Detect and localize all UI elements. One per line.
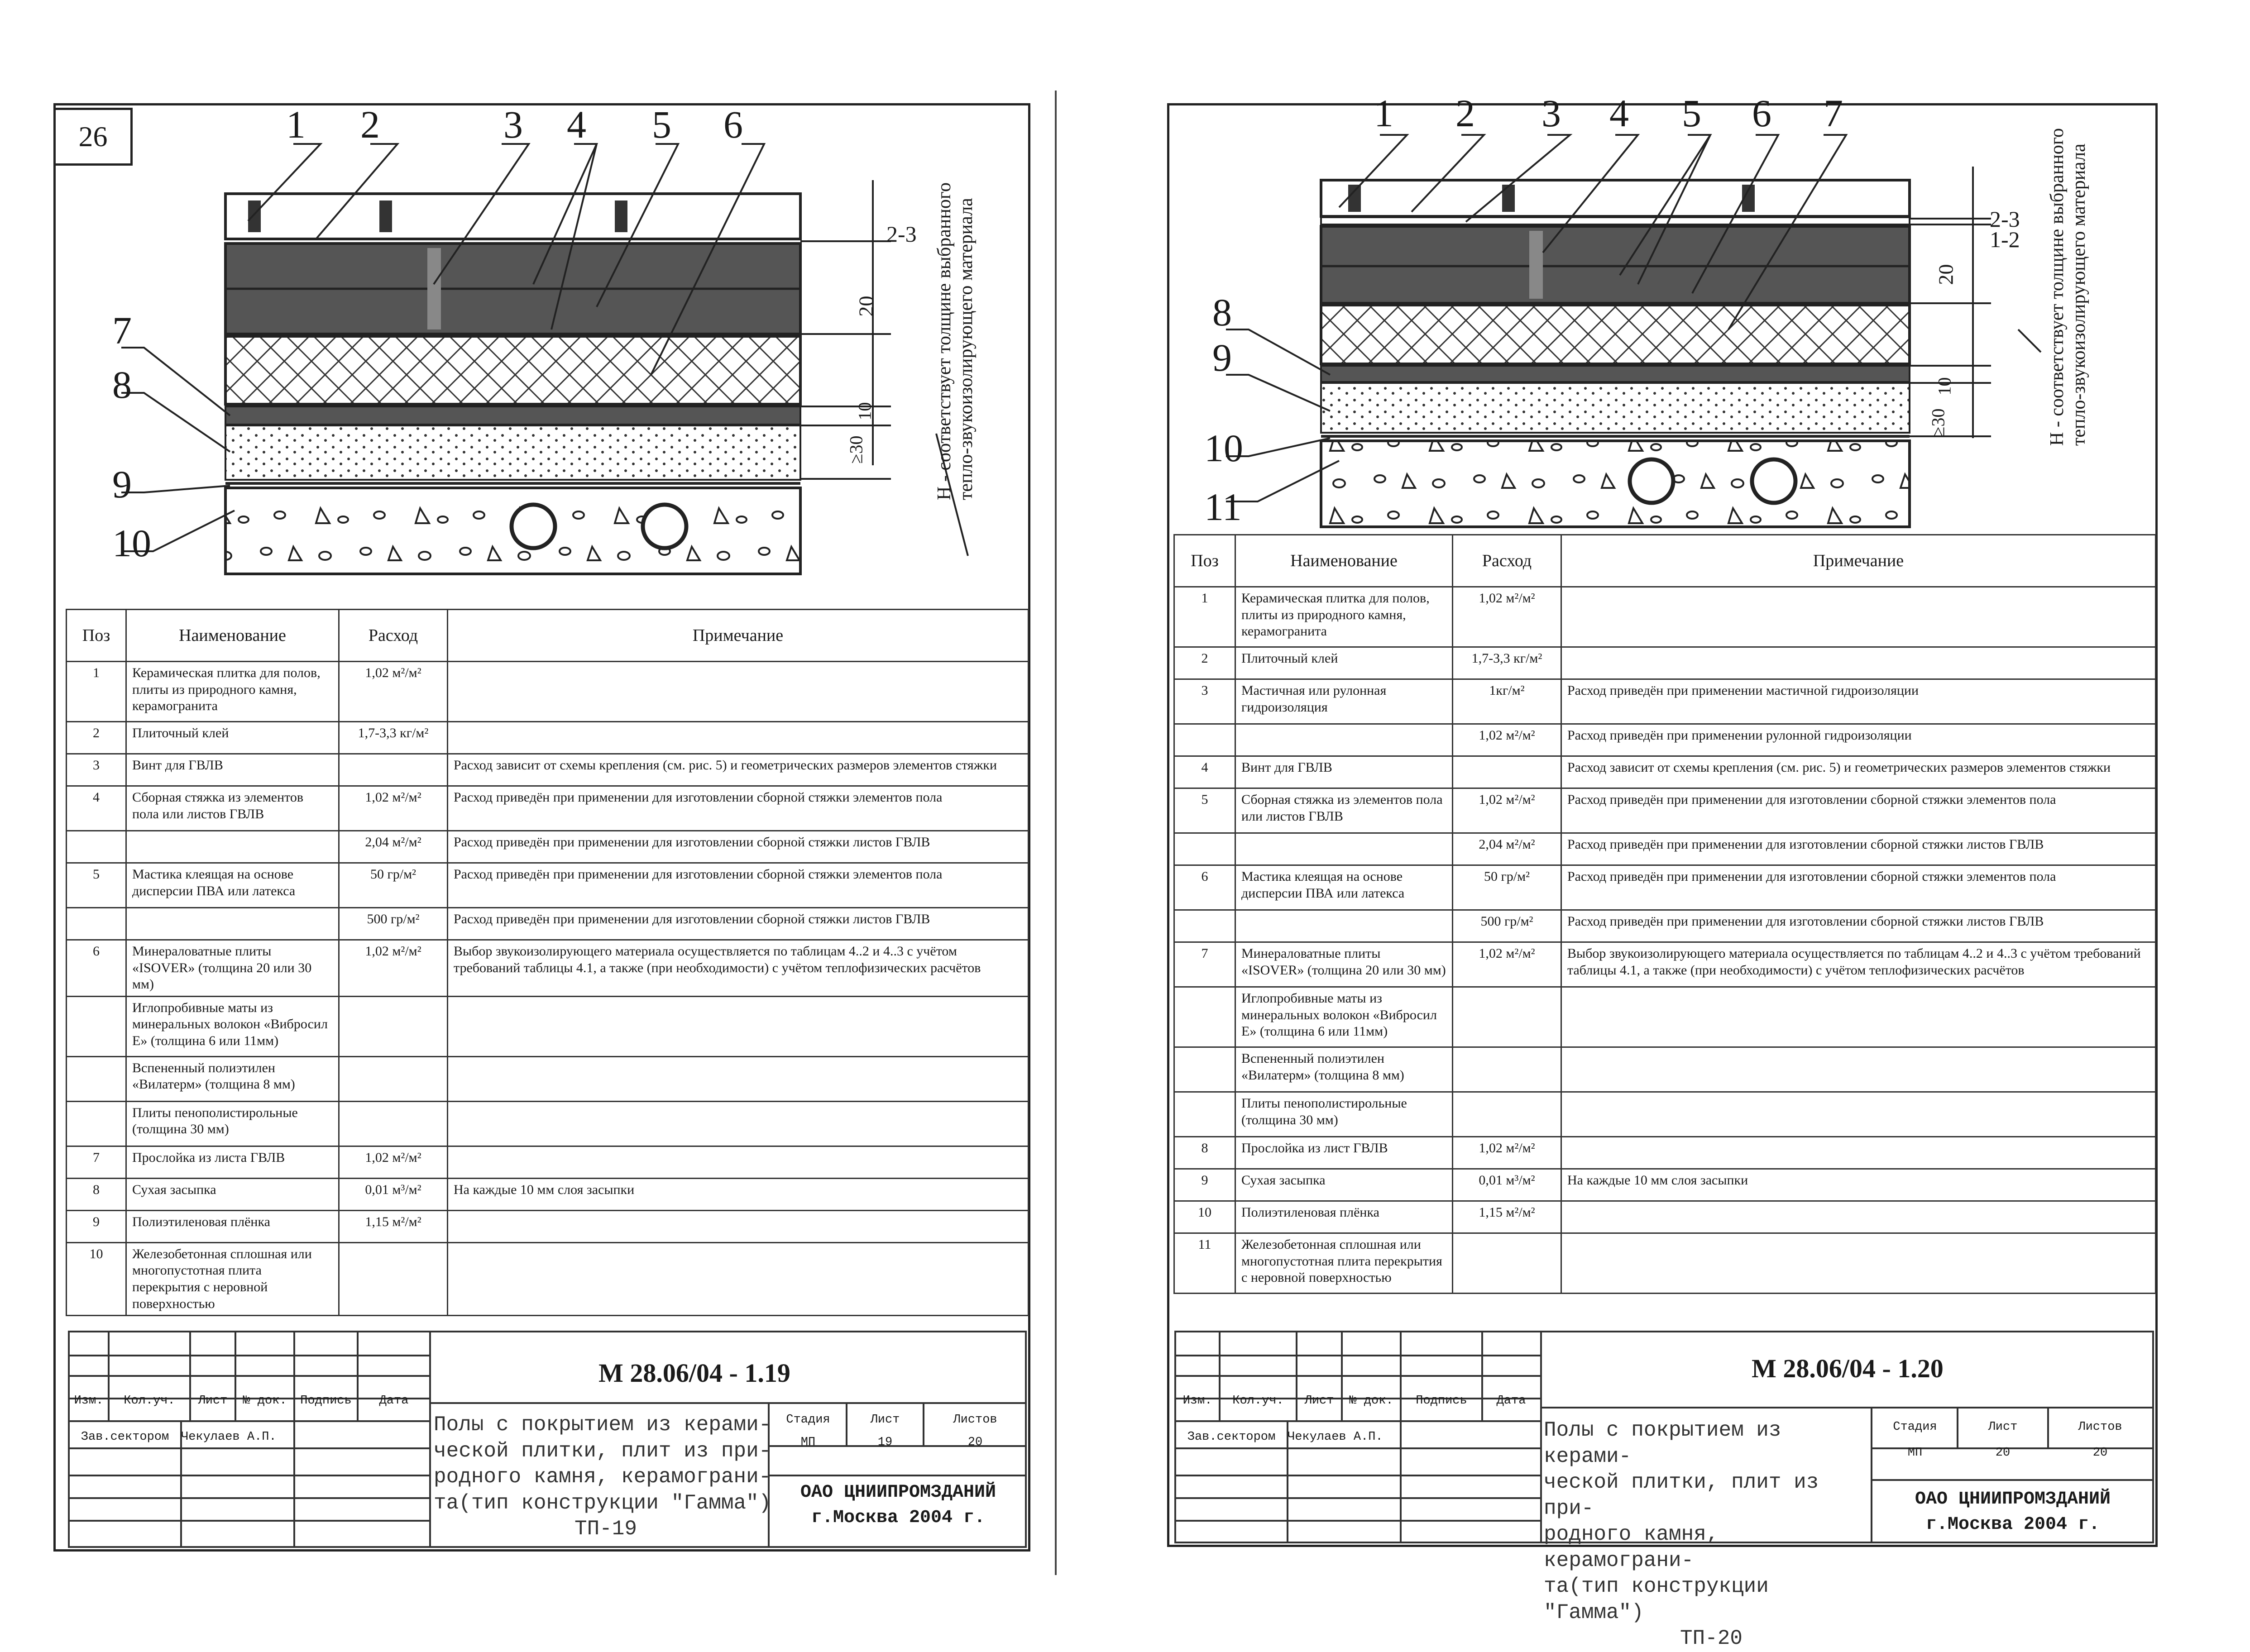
cell-pos: 2 <box>1174 647 1235 679</box>
header-note: Примечание <box>1561 535 2156 587</box>
cell-note <box>1561 987 2156 1047</box>
cell-pos: 8 <box>1174 1137 1235 1169</box>
cell-pos <box>1174 1092 1235 1137</box>
table-row <box>1174 679 2156 724</box>
right-org <box>1872 1487 2153 1537</box>
callout-5: 5 <box>652 103 671 146</box>
cell-rate <box>1453 756 1561 788</box>
cell-rate: 1,02 м²/м² <box>1453 1137 1561 1169</box>
right-col-kolvo: Кол.уч. <box>1232 1394 1284 1408</box>
right-col-data: Дата <box>1496 1394 1526 1408</box>
tile-layer <box>1321 180 1910 216</box>
left-person: Чекулаев А.П. <box>181 1430 277 1444</box>
left-org <box>770 1480 1027 1531</box>
cell-rate: 1,7-3,3 кг/м² <box>1453 647 1561 679</box>
cell-pos: 5 <box>1174 788 1235 833</box>
table-row <box>1174 1137 2156 1169</box>
callout-7: 7 <box>1824 91 1843 135</box>
callout-4: 4 <box>567 103 586 146</box>
cell-pos: 3 <box>1174 679 1235 724</box>
left-section-drawing <box>53 103 1026 606</box>
left-col-ndok: № док. <box>243 1394 287 1408</box>
cell-pos <box>1174 833 1235 865</box>
right-col-izm: Изм. <box>1182 1394 1212 1408</box>
cell-note: Расход приведён при применении для изготовлении сборной стяжки листов ГВЛВ <box>448 831 1029 863</box>
cell-pos: 5 <box>67 863 126 908</box>
right-title-l1: Полы с покрытием из керами- <box>1544 1418 1781 1468</box>
cell-name <box>126 831 339 863</box>
right-title <box>1544 1418 1879 1652</box>
right-stage-head: Стадия <box>1893 1420 1937 1434</box>
cell-name <box>1235 833 1453 865</box>
callout-4: 4 <box>1609 91 1629 135</box>
concrete-slab <box>1321 441 1910 527</box>
callout-8: 8 <box>112 363 132 406</box>
cell-note <box>448 1056 1029 1101</box>
cell-name: Сборная стяжка из элементов пола или листов ГВЛВ <box>1235 788 1453 833</box>
left-title-l4: та(тип конструкции "Гамма") <box>434 1491 771 1515</box>
dry-fill-layer <box>225 425 800 480</box>
cell-rate <box>339 1101 448 1146</box>
screed-layer <box>1321 226 1910 303</box>
table-row <box>67 662 1029 722</box>
left-org-city: г.Москва 2004 г. <box>811 1508 986 1528</box>
table-row <box>1174 865 2156 910</box>
cell-note <box>1561 1233 2156 1294</box>
side-note-line1: Н - соответствует толщине выбранного <box>934 182 955 500</box>
cell-rate: 2,04 м²/м² <box>339 831 448 863</box>
callout-6: 6 <box>723 103 743 146</box>
cell-pos <box>67 1101 126 1146</box>
left-spec-table <box>66 609 1029 1316</box>
left-role: Зав.сектором <box>81 1430 169 1444</box>
dim-2-3: 2-3 <box>886 221 917 247</box>
cell-pos <box>1174 1047 1235 1092</box>
cell-name: Плиты пенополистирольные (толщина 30 мм) <box>1235 1092 1453 1137</box>
right-title-l3: родного камня, керамограни- <box>1544 1523 1719 1572</box>
cell-pos: 11 <box>1174 1233 1235 1294</box>
left-title-l5: ТП-19 <box>574 1517 637 1541</box>
cell-note: Расход зависит от схемы крепления (см. рис. 5) и геометрических размеров элементов стяжки <box>1561 756 2156 788</box>
right-sheet-head: Лист <box>1988 1420 2018 1434</box>
cell-name: Полиэтиленовая плёнка <box>1235 1201 1453 1233</box>
cell-name: Иглопробивные маты из минеральных волокон «Вибросил Е» (толщина 6 или 11мм) <box>1235 987 1453 1047</box>
dim-2-3: 2-3 <box>1990 206 2020 232</box>
cell-rate: 500 гр/м² <box>1453 910 1561 942</box>
cell-name: Вспененный полиэтилен «Вилатерм» (толщина 8 мм) <box>126 1056 339 1101</box>
table-row <box>1174 1169 2156 1201</box>
cell-pos: 1 <box>67 662 126 722</box>
cell-rate: 50 гр/м² <box>1453 865 1561 910</box>
table-row <box>67 722 1029 754</box>
cell-name: Железобетонная сплошная или многопустотная плита перекрытия с неровной поверхностью <box>1235 1233 1453 1294</box>
callout-1: 1 <box>286 103 306 146</box>
left-sheet-val: 19 <box>877 1436 893 1449</box>
cell-rate: 1,02 м²/м² <box>1453 724 1561 756</box>
callout-6: 6 <box>1752 91 1771 135</box>
cell-name: Мастика клеящая на основе дисперсии ПВА или латекса <box>126 863 339 908</box>
cell-rate: 1,02 м²/м² <box>1453 788 1561 833</box>
left-title <box>434 1412 778 1542</box>
table-row <box>1174 833 2156 865</box>
cell-rate: 1,7-3,3 кг/м² <box>339 722 448 754</box>
cell-rate: 1,02 м²/м² <box>339 1146 448 1178</box>
left-col-kolvo: Кол.уч. <box>124 1394 175 1408</box>
cell-name: Железобетонная сплошная или многопустотная плита перекрытия с неровной поверхностью <box>126 1242 339 1315</box>
cell-name: Плиточный клей <box>126 722 339 754</box>
left-title-l1: Полы с покрытием из керами- <box>434 1413 771 1437</box>
cell-name: Вспененный полиэтилен «Вилатерм» (толщина 8 мм) <box>1235 1047 1453 1092</box>
left-stage-head: Стадия <box>786 1413 830 1427</box>
cell-name: Винт для ГВЛВ <box>126 754 339 786</box>
cell-rate: 2,04 м²/м² <box>1453 833 1561 865</box>
callout-2: 2 <box>1455 91 1475 135</box>
right-spec-table <box>1173 534 2156 1294</box>
left-sheets-val: 20 <box>967 1436 983 1449</box>
insulation-layer <box>225 336 800 404</box>
cell-rate <box>1453 1047 1561 1092</box>
right-sheets-val: 20 <box>2092 1446 2108 1460</box>
dim-10: 10 <box>854 402 875 420</box>
table-row <box>1174 1233 2156 1294</box>
cell-name <box>1235 910 1453 942</box>
dim-1-2: 1-2 <box>1990 227 2020 252</box>
cell-name: Прослойка из листа ГВЛВ <box>126 1146 339 1178</box>
cell-name: Сборная стяжка из элементов пола или листов ГВЛВ <box>126 786 339 831</box>
cell-rate: 1,02 м²/м² <box>1453 942 1561 987</box>
callout-7: 7 <box>112 309 132 352</box>
dim-20: 20 <box>854 296 878 317</box>
side-note-line2: тепло-звукоизолирующего материала <box>956 198 977 500</box>
table-row <box>67 786 1029 831</box>
callout-9: 9 <box>112 463 132 506</box>
cell-name: Прослойка из лист ГВЛВ <box>1235 1137 1453 1169</box>
header-rate: Расход <box>1453 535 1561 587</box>
cell-pos: 10 <box>67 1242 126 1315</box>
cell-name: Сухая засыпка <box>126 1178 339 1210</box>
cell-name: Плиточный клей <box>1235 647 1453 679</box>
cell-name: Минераловатные плиты «ISOVER» (толщина 20 или 30 мм) <box>126 940 339 997</box>
cell-note <box>1561 1201 2156 1233</box>
cell-pos: 1 <box>1174 587 1235 647</box>
gvlv-sheet-layer <box>225 406 800 425</box>
cell-name: Плиты пенополистирольные (толщина 30 мм) <box>126 1101 339 1146</box>
cell-note <box>448 722 1029 754</box>
cell-pos <box>67 831 126 863</box>
table-row <box>67 996 1029 1056</box>
cell-note: Расход приведён при применении для изготовлении сборной стяжки листов ГВЛВ <box>1561 910 2156 942</box>
table-row <box>67 1101 1029 1146</box>
dim-30: ≥30 <box>846 435 866 464</box>
right-section-drawing <box>1167 103 2153 547</box>
cell-rate <box>339 996 448 1056</box>
header-name: Наименование <box>126 610 339 662</box>
cell-name: Винт для ГВЛВ <box>1235 756 1453 788</box>
table-row <box>1174 1092 2156 1137</box>
right-org-city: г.Москва 2004 г. <box>1925 1514 2100 1535</box>
right-org-name: ОАО ЦНИИПРОМЗДАНИЙ <box>1915 1489 2111 1509</box>
cell-note: Расход приведён при применении для изготовлении сборной стяжки элементов пола <box>448 786 1029 831</box>
cell-note <box>448 1210 1029 1242</box>
cell-pos <box>1174 724 1235 756</box>
cell-note: Расход приведён при применении для изготовлении сборной стяжки элементов пола <box>1561 865 2156 910</box>
side-note-line1: Н - соответствует толщине выбранного <box>2047 128 2068 446</box>
table-row <box>1174 910 2156 942</box>
cell-pos: 10 <box>1174 1201 1235 1233</box>
cell-pos: 8 <box>67 1178 126 1210</box>
right-sheets-head: Листов <box>2078 1420 2122 1434</box>
cell-name: Сухая засыпка <box>1235 1169 1453 1201</box>
header-note: Примечание <box>448 610 1029 662</box>
cell-note <box>1561 647 2156 679</box>
cell-note <box>448 1146 1029 1178</box>
cell-pos: 4 <box>67 786 126 831</box>
cell-rate: 1,02 м²/м² <box>1453 587 1561 647</box>
cell-pos <box>1174 910 1235 942</box>
cell-note: На каждые 10 мм слоя засыпки <box>448 1178 1029 1210</box>
cell-note: Выбор звукоизолирующего материала осуществляется по таблицам 4..2 и 4..3 с учётом требований таблицы 4.1, а также (при необходимости) с учётом теплофизических расчётов <box>1561 942 2156 987</box>
right-col-list: Лист <box>1304 1394 1334 1408</box>
side-note <box>2046 128 2090 446</box>
cell-note <box>1561 1092 2156 1137</box>
cell-pos <box>67 996 126 1056</box>
table-row <box>1174 647 2156 679</box>
left-org-name: ОАО ЦНИИПРОМЗДАНИЙ <box>800 1482 996 1503</box>
cell-name: Керамическая плитка для полов, плиты из природного камня, керамогранита <box>126 662 339 722</box>
cell-rate: 1,02 м²/м² <box>339 662 448 722</box>
cell-rate: 1,15 м²/м² <box>1453 1201 1561 1233</box>
table-row <box>67 863 1029 908</box>
cell-name: Мастика клеящая на основе дисперсии ПВА или латекса <box>1235 865 1453 910</box>
cell-rate <box>339 1242 448 1315</box>
tile-layer <box>225 194 800 239</box>
table-row <box>67 1178 1029 1210</box>
cell-note <box>448 996 1029 1056</box>
left-col-data: Дата <box>379 1394 409 1408</box>
cell-pos <box>67 908 126 940</box>
cell-note: Расход приведён при применении для изготовлении сборной стяжки листов ГВЛВ <box>1561 833 2156 865</box>
table-row <box>67 1210 1029 1242</box>
cell-pos: 6 <box>67 940 126 997</box>
callout-10: 10 <box>112 521 151 565</box>
cell-rate: 1,15 м²/м² <box>339 1210 448 1242</box>
cell-name <box>126 908 339 940</box>
cell-note: Расход приведён при применении для изготовлении сборной стяжки элементов пола <box>448 863 1029 908</box>
table-row <box>67 1146 1029 1178</box>
cell-pos: 2 <box>67 722 126 754</box>
right-title-l4: та(тип конструкции "Гамма") <box>1544 1575 1769 1624</box>
callout-5: 5 <box>1682 91 1701 135</box>
cell-name: Полиэтиленовая плёнка <box>126 1210 339 1242</box>
cell-note <box>448 662 1029 722</box>
dimension-lines <box>1910 167 2041 438</box>
header-name: Наименование <box>1235 535 1453 587</box>
table-row <box>1174 1201 2156 1233</box>
table-row <box>1174 942 2156 987</box>
cell-pos: 7 <box>1174 942 1235 987</box>
left-col-list: Лист <box>198 1394 228 1408</box>
cell-rate <box>339 754 448 786</box>
right-col-ndok: № док. <box>1349 1394 1393 1408</box>
page-number: 26 <box>53 108 133 166</box>
cell-rate <box>1453 987 1561 1047</box>
cell-note: Расход приведён при применении для изготовлении сборной стяжки элементов пола <box>1561 788 2156 833</box>
dim-10: 10 <box>1934 377 1955 396</box>
cell-note: На каждые 10 мм слоя засыпки <box>1561 1169 2156 1201</box>
cell-note: Расход зависит от схемы крепления (см. рис. 5) и геометрических размеров элементов стяжки <box>448 754 1029 786</box>
left-stage-val: МП <box>800 1436 816 1449</box>
table-row <box>67 1056 1029 1101</box>
gvlv-sheet-layer <box>1321 366 1910 382</box>
table-row <box>1174 587 2156 647</box>
cell-pos: 6 <box>1174 865 1235 910</box>
cell-pos: 7 <box>67 1146 126 1178</box>
dim-20: 20 <box>1934 264 1958 285</box>
table-row <box>67 831 1029 863</box>
cell-note <box>1561 1047 2156 1092</box>
header-pos: Поз <box>67 610 126 662</box>
dim-30: ≥30 <box>1928 408 1948 437</box>
callout-3: 3 <box>1541 91 1561 135</box>
callout-2: 2 <box>360 103 380 146</box>
callout-11: 11 <box>1204 485 1242 529</box>
callout-1: 1 <box>1374 91 1393 135</box>
cell-note: Расход приведён при применении рулонной гидроизоляции <box>1561 724 2156 756</box>
cell-rate: 0,01 м³/м² <box>339 1178 448 1210</box>
right-title-l2: ческой плитки, плит из при- <box>1544 1471 1819 1520</box>
side-note-line2: тепло-звукоизолирующего материала <box>2068 143 2090 446</box>
table-row <box>1174 724 2156 756</box>
table-row <box>67 940 1029 997</box>
cell-note <box>448 1101 1029 1146</box>
right-sheet-val: 20 <box>1995 1446 2011 1460</box>
right-stage-val: МП <box>1907 1446 1923 1460</box>
cell-note: Расход приведён при применении мастичной гидроизоляции <box>1561 679 2156 724</box>
cell-note <box>448 1242 1029 1315</box>
left-col-izm: Изм. <box>74 1394 104 1408</box>
header-pos: Поз <box>1174 535 1235 587</box>
table-header <box>1174 535 2156 587</box>
waterproofing-layer <box>1321 217 1910 224</box>
cell-pos: 3 <box>67 754 126 786</box>
table-header <box>67 610 1029 662</box>
header-rate: Расход <box>339 610 448 662</box>
left-title-l2: ческой плитки, плит из при- <box>434 1439 771 1463</box>
dry-fill-layer <box>1321 383 1910 433</box>
insulation-layer <box>1321 305 1910 364</box>
table-row <box>1174 756 2156 788</box>
concrete-slab <box>225 488 800 574</box>
table-row <box>1174 788 2156 833</box>
callout-3: 3 <box>503 103 523 146</box>
table-row <box>1174 987 2156 1047</box>
left-sheets-head: Листов <box>953 1413 997 1427</box>
cell-name: Минераловатные плиты «ISOVER» (толщина 20 или 30 мм) <box>1235 942 1453 987</box>
cell-note <box>1561 587 2156 647</box>
table-row <box>67 1242 1029 1315</box>
cell-pos: 4 <box>1174 756 1235 788</box>
table-row <box>67 754 1029 786</box>
right-title-l5: ТП-20 <box>1680 1627 1743 1650</box>
callout-9: 9 <box>1212 336 1232 379</box>
left-doc-code: М 28.06/04 - 1.19 <box>598 1358 790 1388</box>
right-person: Чекулаев А.П. <box>1288 1430 1383 1444</box>
cell-rate: 500 гр/м² <box>339 908 448 940</box>
left-title-l3: родного камня, керамограни- <box>434 1465 771 1489</box>
right-col-podpis: Подпись <box>1416 1394 1467 1408</box>
cell-rate <box>1453 1233 1561 1294</box>
right-role: Зав.сектором <box>1187 1430 1276 1444</box>
cell-name <box>1235 724 1453 756</box>
cell-rate <box>339 1056 448 1101</box>
cell-rate: 1,02 м²/м² <box>339 940 448 997</box>
screed-layer <box>225 244 800 334</box>
cell-note: Расход приведён при применении для изготовлении сборной стяжки листов ГВЛВ <box>448 908 1029 940</box>
cell-pos: 9 <box>1174 1169 1235 1201</box>
cell-rate: 0,01 м³/м² <box>1453 1169 1561 1201</box>
cell-note: Выбор звукоизолирующего материала осуществляется по таблицам 4..2 и 4..3 с учётом требований таблицы 4.1, а также (при необходимости) с учётом теплофизических расчётов <box>448 940 1029 997</box>
cell-rate: 1,02 м²/м² <box>339 786 448 831</box>
side-note <box>934 182 977 500</box>
table-row <box>67 908 1029 940</box>
page-divider <box>1055 91 1057 1575</box>
cell-note <box>1561 1137 2156 1169</box>
cell-name: Иглопробивные маты из минеральных волокон «Вибросил Е» (толщина 6 или 11мм) <box>126 996 339 1056</box>
cell-name: Керамическая плитка для полов, плиты из природного камня, керамогранита <box>1235 587 1453 647</box>
right-doc-code: М 28.06/04 - 1.20 <box>1752 1354 1944 1383</box>
table-row <box>1174 1047 2156 1092</box>
cell-pos <box>67 1056 126 1101</box>
cell-rate: 1кг/м² <box>1453 679 1561 724</box>
cell-pos <box>1174 987 1235 1047</box>
cell-rate: 50 гр/м² <box>339 863 448 908</box>
callout-8: 8 <box>1212 291 1232 334</box>
cell-rate <box>1453 1092 1561 1137</box>
left-col-podpis: Подпись <box>300 1394 352 1408</box>
cell-name: Мастичная или рулонная гидроизоляция <box>1235 679 1453 724</box>
callout-10: 10 <box>1204 426 1243 470</box>
cell-pos: 9 <box>67 1210 126 1242</box>
left-sheet-head: Лист <box>870 1413 900 1427</box>
